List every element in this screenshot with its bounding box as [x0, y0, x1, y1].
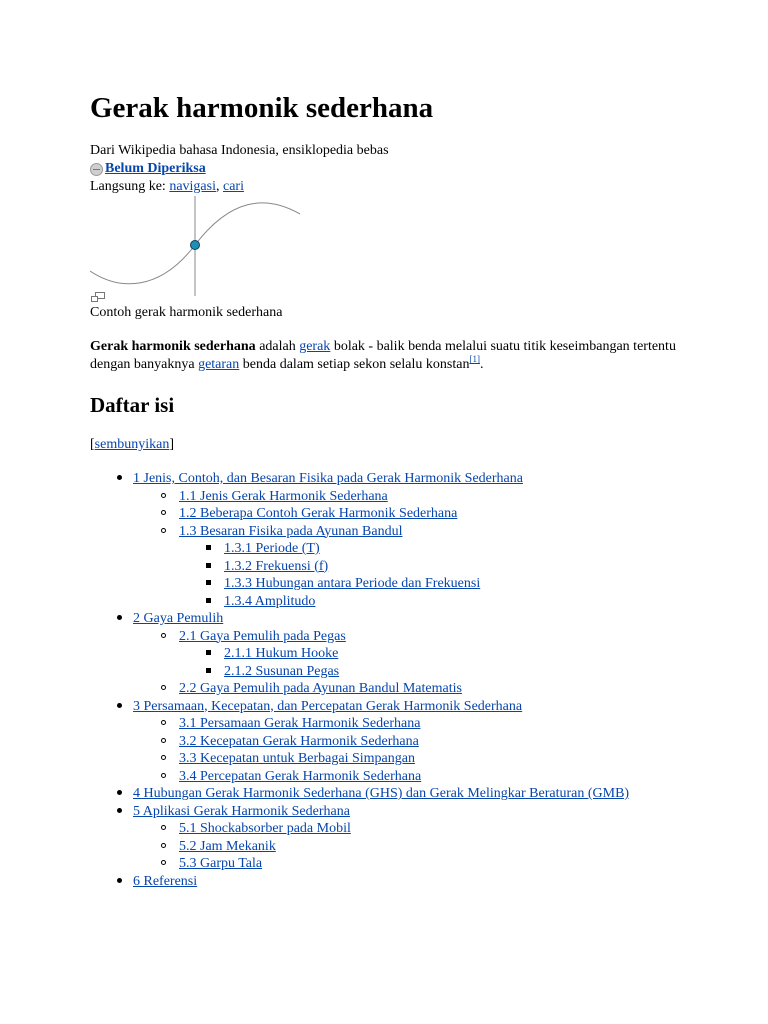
para-text: adalah	[255, 339, 300, 354]
bullet-icon	[156, 505, 170, 523]
toc-link[interactable]: 6 Referensi	[133, 873, 198, 889]
jump-search-link[interactable]: cari	[222, 179, 244, 194]
toc-link[interactable]: 3 Persamaan, Kecepatan, dan Percepatan Gerak Harmonik Sederhana	[133, 698, 523, 714]
bullet-icon	[156, 733, 170, 751]
jump-links	[90, 178, 244, 196]
toc-item	[90, 855, 750, 873]
toc-item	[90, 820, 750, 838]
figure-caption: Contoh gerak harmonik sederhana	[90, 305, 283, 320]
toc-item	[90, 680, 750, 698]
toc-item	[90, 698, 750, 716]
toc-list	[90, 470, 750, 890]
unreviewed-icon	[90, 163, 103, 176]
toc-item	[90, 488, 750, 506]
toc-item	[90, 715, 750, 733]
toc-link[interactable]: 4 Hubungan Gerak Harmonik Sederhana (GHS) dan Gerak Melingkar Beraturan (GMB)	[133, 786, 630, 801]
toc-item	[90, 750, 750, 768]
bullet-icon	[156, 628, 170, 646]
bullet-icon	[201, 558, 215, 576]
intro-paragraph	[90, 338, 690, 374]
toc-link[interactable]: 2 Gaya Pemulih	[133, 611, 224, 626]
toc-link[interactable]: 1.3.2 Frekuensi (f)	[224, 558, 329, 574]
toggle-bracket: ]	[169, 437, 174, 452]
bullet-icon	[112, 785, 126, 803]
bullet-icon	[156, 488, 170, 506]
bullet-icon	[112, 803, 126, 821]
toc-item	[90, 558, 750, 576]
toc-item	[90, 593, 750, 611]
page-title: Gerak harmonik sederhana	[90, 92, 434, 124]
toc-link[interactable]: 1.3.3 Hubungan antara Periode dan Frekuensi	[224, 576, 481, 591]
toc-item	[90, 470, 750, 488]
term-bold: Gerak harmonik sederhana	[90, 339, 256, 354]
toc-link[interactable]: 3.4 Percepatan Gerak Harmonik Sederhana	[179, 768, 422, 784]
toc-link[interactable]: 2.1.2 Susunan Pegas	[224, 663, 340, 679]
jump-prefix: Langsung ke:	[90, 179, 170, 194]
toc-item	[90, 628, 750, 646]
bullet-icon	[156, 768, 170, 786]
toc-item	[90, 663, 750, 681]
toc-item	[90, 873, 750, 891]
toc-item	[90, 540, 750, 558]
toc-link[interactable]: 1.3.1 Periode (T)	[224, 541, 320, 556]
toc-link[interactable]: 2.2 Gaya Pemulih pada Ayunan Bandul Matematis	[179, 681, 462, 696]
toc-link[interactable]: 3.3 Kecepatan untuk Berbagai Simpangan	[179, 751, 415, 766]
toc-link[interactable]: 2.1.1 Hukum Hooke	[224, 646, 339, 661]
toc-item	[90, 610, 750, 628]
review-status-link[interactable]: Belum Diperiksa	[105, 161, 206, 176]
bullet-icon	[156, 838, 170, 856]
toc-item	[90, 733, 750, 751]
toc-link[interactable]: 1 Jenis, Contoh, dan Besaran Fisika pada Gerak Harmonik Sederhana	[133, 471, 523, 486]
bullet-icon	[156, 750, 170, 768]
bullet-icon	[156, 715, 170, 733]
bullet-icon	[156, 855, 170, 873]
toc-link[interactable]: 5.2 Jam Mekanik	[179, 838, 276, 854]
link-getaran[interactable]: getaran	[198, 357, 240, 372]
harmonic-motion-figure	[90, 196, 300, 296]
bullet-icon	[156, 680, 170, 698]
toc-item	[90, 768, 750, 786]
bullet-icon	[112, 873, 126, 891]
bullet-icon	[201, 575, 215, 593]
toc-item	[90, 838, 750, 856]
toc-title: Daftar isi	[90, 393, 175, 417]
toc-link[interactable]: 5 Aplikasi Gerak Harmonik Sederhana	[133, 803, 350, 819]
toc-link[interactable]: 1.3 Besaran Fisika pada Ayunan Bandul	[179, 523, 403, 539]
review-flag	[90, 160, 206, 178]
bullet-icon	[201, 593, 215, 611]
toc-item	[90, 575, 750, 593]
jump-separator: ,	[215, 179, 223, 194]
bullet-icon	[112, 610, 126, 628]
link-gerak[interactable]: gerak	[299, 339, 331, 354]
toc-item	[90, 785, 750, 803]
toc-item	[90, 803, 750, 821]
toc-link[interactable]: 2.1 Gaya Pemulih pada Pegas	[179, 628, 346, 644]
toc-link[interactable]: 5.3 Garpu Tala	[179, 856, 263, 871]
toc-item	[90, 505, 750, 523]
bullet-icon	[112, 698, 126, 716]
para-text: benda dalam setiap sekon selalu konstan	[239, 357, 470, 372]
bullet-icon	[156, 523, 170, 541]
toc-link[interactable]: 1.3.4 Amplitudo	[224, 593, 316, 609]
toggle-bracket: [	[90, 437, 95, 452]
toc-item	[90, 523, 750, 541]
bullet-icon	[112, 470, 126, 488]
toc-link[interactable]: 3.2 Kecepatan Gerak Harmonik Sederhana	[179, 733, 419, 749]
site-subtitle: Dari Wikipedia bahasa Indonesia, ensiklopedia bebas	[90, 143, 389, 158]
para-text: bolak - balik benda melalui suatu titik keseimbangan tertentu dengan banyaknya	[90, 339, 676, 372]
toc-toggle	[90, 436, 174, 454]
toc-link[interactable]: 1.1 Jenis Gerak Harmonik Sederhana	[179, 488, 388, 504]
bullet-icon	[201, 540, 215, 558]
toc-link[interactable]: 1.2 Beberapa Contoh Gerak Harmonik Sederhana	[179, 506, 458, 521]
para-text: .	[479, 357, 484, 372]
enlarge-icon[interactable]	[91, 292, 105, 302]
toc-hide-link[interactable]: sembunyikan	[94, 437, 170, 452]
reference-link[interactable]: [1]	[469, 354, 480, 364]
toc-item	[90, 645, 750, 663]
jump-navigation-link[interactable]: navigasi	[169, 179, 216, 194]
bullet-icon	[156, 820, 170, 838]
bullet-icon	[201, 645, 215, 663]
oscillating-point	[191, 241, 200, 250]
toc-link[interactable]: 5.1 Shockabsorber pada Mobil	[179, 821, 351, 836]
toc-link[interactable]: 3.1 Persamaan Gerak Harmonik Sederhana	[179, 716, 421, 731]
bullet-icon	[201, 663, 215, 681]
